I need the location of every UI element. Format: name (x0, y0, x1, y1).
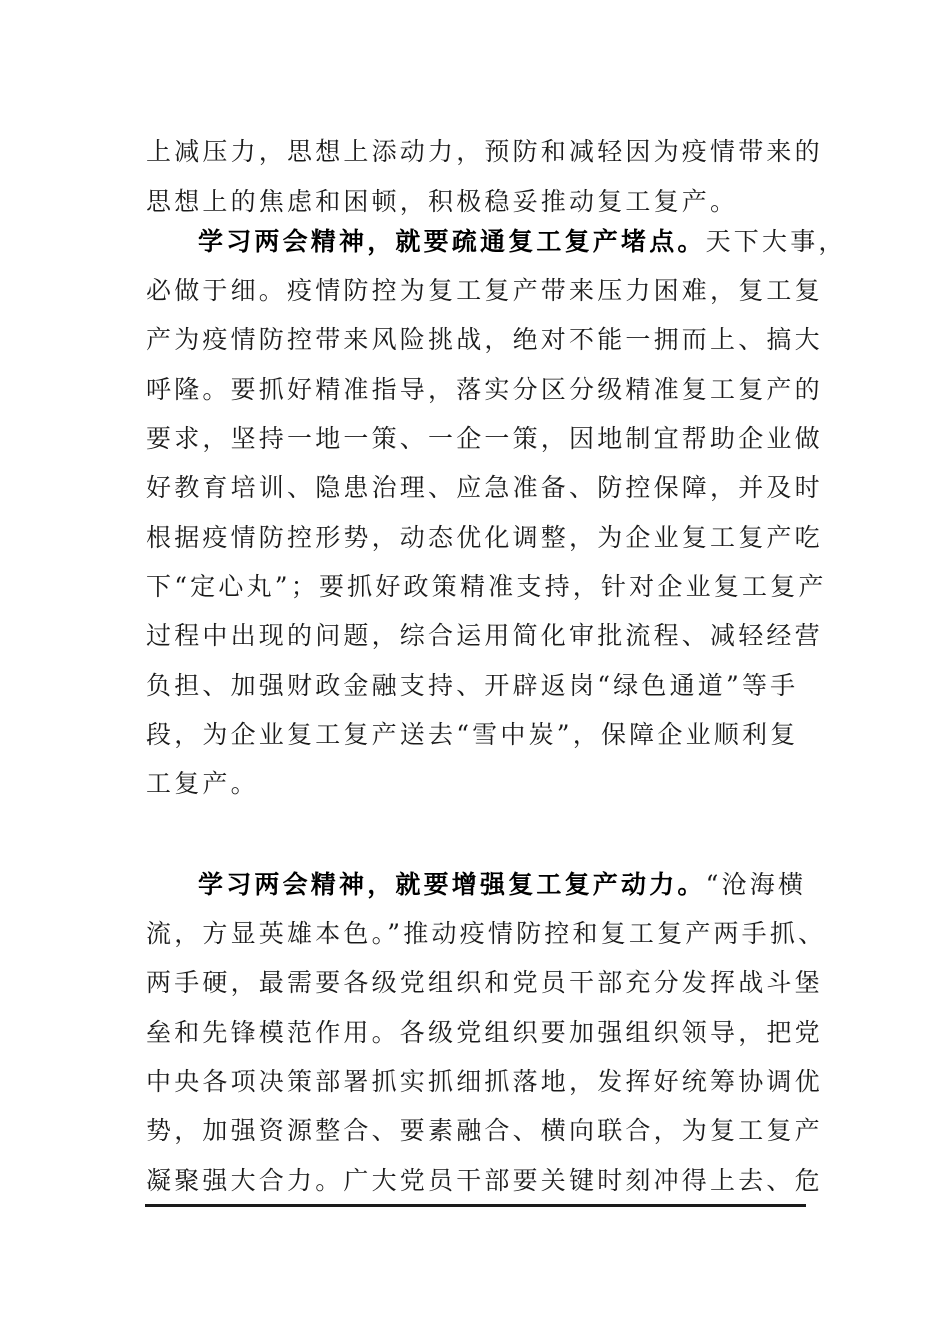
paragraph-text: 天下大事， (705, 227, 847, 256)
paragraph-line: 中央各项决策部署抓实抓细抓落地，发挥好统筹协调优 (146, 1067, 823, 1096)
paragraph-line: 根据疫情防控形势，动态优化调整，为企业复工复产吃 (146, 523, 823, 552)
paragraph-line: 好教育培训、隐患治理、应急准备、防控保障，并及时 (146, 473, 823, 502)
paragraph-line: 段，为企业复工复产送去“雪中炭”，保障企业顺利复 (146, 720, 799, 749)
paragraph-line (198, 865, 806, 905)
paragraph-line: 过程中出现的问题，综合运用简化审批流程、减轻经营 (146, 621, 823, 650)
paragraph-heading: 学习两会精神，就要增强复工复产动力。 (198, 870, 706, 899)
paragraph-line: 两手硬，最需要各级党组织和党员干部充分发挥战斗堡 (146, 968, 823, 997)
paragraph-line (198, 222, 847, 262)
paragraph-line: 思想上的焦虑和困顿，积极稳妥推动复工复产。 (146, 187, 739, 216)
paragraph-line: 上减压力，思想上添动力，预防和减轻因为疫情带来的 (146, 137, 823, 166)
paragraph-line: 呼隆。要抓好精准指导，落实分区分级精准复工复产的 (146, 375, 823, 404)
paragraph-heading: 学习两会精神，就要疏通复工复产堵点。 (198, 227, 706, 256)
paragraph-line: 凝聚强大合力。广大党员干部要关键时刻冲得上去、危 (146, 1166, 823, 1195)
paragraph-line: 必做于细。疫情防控为复工复产带来压力困难，复工复 (146, 276, 823, 305)
paragraph-line: 负担、加强财政金融支持、开辟返岗“绿色通道”等手 (146, 671, 799, 700)
paragraph-line: 垒和先锋模范作用。各级党组织要加强组织领导，把党 (146, 1018, 823, 1047)
paragraph-line: 产为疫情防控带来风险挑战，绝对不能一拥而上、搞大 (146, 325, 823, 354)
footer-divider (145, 1204, 806, 1207)
paragraph-line: 流，方显英雄本色。”推动疫情防控和复工复产两手抓、 (146, 919, 827, 948)
paragraph-line: 下“定心丸”；要抓好政策精准支持，针对企业复工复产 (146, 572, 827, 601)
paragraph-line: 势，加强资源整合、要素融合、横向联合，为复工复产 (146, 1116, 823, 1145)
paragraph-text: “沧海横 (705, 870, 807, 899)
paragraph-line: 要求，坚持一地一策、一企一策，因地制宜帮助企业做 (146, 424, 823, 453)
paragraph-line: 工复产。 (146, 769, 259, 798)
